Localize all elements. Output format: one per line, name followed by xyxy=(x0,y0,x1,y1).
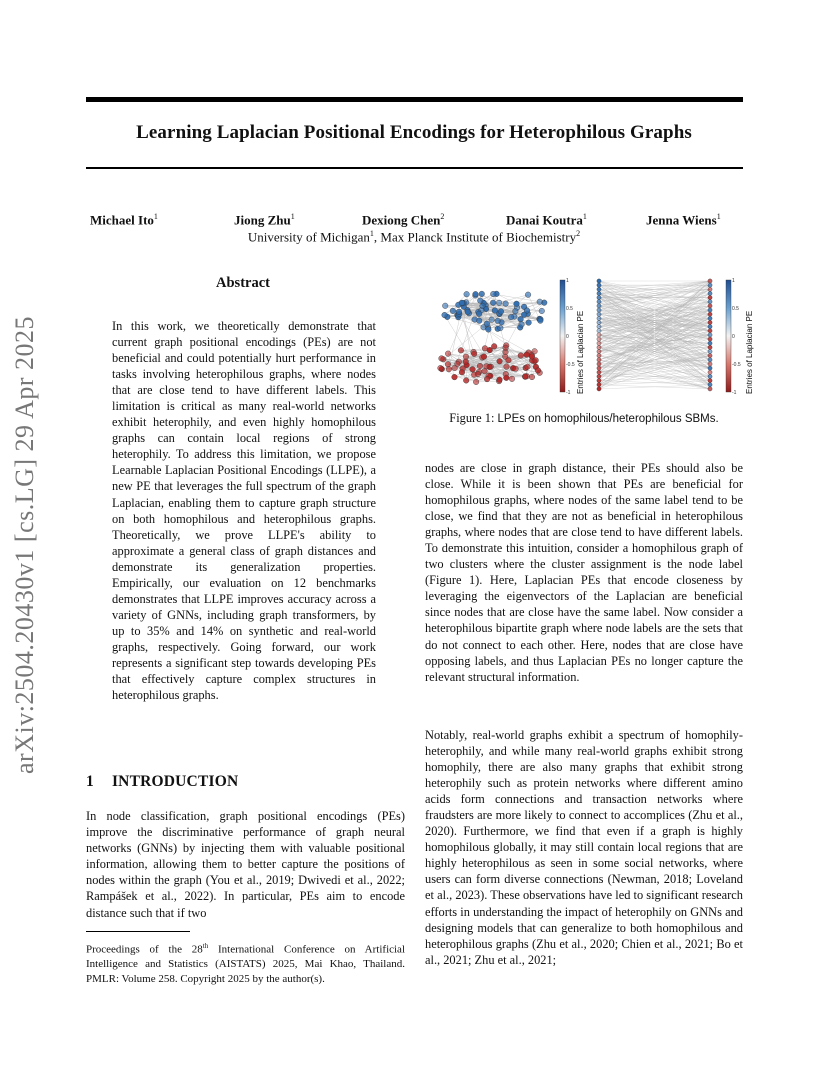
graph-node xyxy=(470,367,476,373)
figure-1 xyxy=(434,276,754,406)
graph-node xyxy=(523,374,529,380)
graph-node xyxy=(597,349,601,353)
graph-node xyxy=(597,312,601,316)
heterophilous-edges xyxy=(599,281,710,389)
graph-node xyxy=(532,348,538,354)
author: Jiong Zhu$^1$ xyxy=(234,212,295,228)
graph-node xyxy=(503,301,509,307)
title-top-rule xyxy=(86,97,743,102)
svg-text:0: 0 xyxy=(732,334,735,340)
graph-edge xyxy=(599,285,710,331)
graph-node xyxy=(708,345,712,349)
graph-edge xyxy=(466,380,499,381)
graph-node xyxy=(489,317,495,323)
graph-node xyxy=(538,318,544,324)
graph-node xyxy=(597,387,601,391)
intro-paragraph: In node classification, graph positional encodings (PEs) improve the discriminative performance of graph neural networks (GNNs) by injecting them with valuable positional information, allowing them to better capture the positions of nodes within the graph (You et al., 2019; Dwivedi et al., 2022; Rampášek et al., 2022). In particular, PEs aim to encode distance such that if two xyxy=(86,809,405,920)
right-paragraph-1: nodes are close in graph distance, their PEs should also be close. While it is been shown that PEs are beneficial for homophilous graphs, where nodes of the same label tend to be close, we find that they are not as beneficial in heterophilous graphs, where nodes that are close tend to have different labels. To demonstrate this intuition, consider a homophilous graph of two clusters where the cluster assignment is the node label (Figure 1). Here, Laplacian PEs that encode closeness by leveraging the eigenvectors of the Laplacian are beneficial since nodes that are close have the same label. Now consider a heterophilous bipartite graph where node labels are the sets that do not connect to each other. Here, nodes that are close have opposing labels, and thus Laplacian PEs no longer capture the relevant structural information. xyxy=(425,461,743,684)
footnote-rule xyxy=(86,931,190,932)
graph-node xyxy=(487,347,493,353)
graph-node xyxy=(463,359,469,365)
graph-node xyxy=(708,379,712,383)
graph-node xyxy=(708,312,712,316)
graph-node xyxy=(508,314,514,320)
graph-node xyxy=(475,371,481,377)
graph-node xyxy=(513,308,519,314)
graph-node xyxy=(473,379,479,385)
svg-text:0.5: 0.5 xyxy=(566,306,573,312)
graph-node xyxy=(480,303,486,309)
svg-text:0.5: 0.5 xyxy=(732,306,739,312)
paper-title: Learning Laplacian Positional Encodings for Heterophilous Graphs xyxy=(136,122,692,143)
section-heading: 1 INTRODUCTION xyxy=(86,773,239,790)
graph-edge xyxy=(599,360,710,389)
graph-node xyxy=(597,362,601,366)
graph-node xyxy=(708,374,712,378)
graph-node xyxy=(496,300,502,306)
affiliations: University of Michigan$^1$, Max Planck Institute of Biochemistry$^2$ xyxy=(247,229,581,245)
svg-text:-1: -1 xyxy=(566,390,571,396)
graph-node xyxy=(490,300,496,306)
title-bottom-rule xyxy=(86,167,743,169)
abstract-text: In this work, we theoretically demonstrate that current graph positional encodings (PEs) are not beneficial and could potentially hurt performance in tasks involving heterophilous graphs, where nodes that are close tend to have different labels. This limitation is critical as many real-world networks exhibit heterophily, and even highly homophilous graphs can contain local regions of strong heterophily. To address this limitation, we propose Learnable Laplacian Positional Encodings (LLPE), a new PE that leverages the full spectrum of the graph Laplacian, enabling them to capture graph structure on both homophilous and heterophilous graphs. Theoretically, we prove LLPE's ability to approximate a general class of graph distances and demonstrate its generalization properties. Empirically, our evaluation on 12 benchmarks demonstrates that LLPE improves accuracy across a variety of GNNs, including graph transformers, by up to 35% and 14% on synthetic and real-world graphs, respectively. Going forward, our work represents a significant step towards developing PEs that effectively capture complex structures in heterophilous graphs. xyxy=(112,319,376,703)
graph-node xyxy=(518,353,524,359)
graph-node xyxy=(519,322,525,328)
author: Jenna Wiens$^1$ xyxy=(646,212,721,228)
graph-node xyxy=(464,291,470,297)
graph-node xyxy=(452,374,458,380)
svg-text:-1: -1 xyxy=(732,390,737,396)
graph-node xyxy=(708,304,712,308)
graph-node xyxy=(708,329,712,333)
graph-edge xyxy=(599,302,710,335)
graph-node xyxy=(459,300,465,306)
graph-node xyxy=(497,377,503,383)
graph-node xyxy=(537,299,543,305)
graph-node xyxy=(524,352,530,358)
graph-node xyxy=(708,333,712,337)
graph-node xyxy=(526,320,532,326)
graph-node xyxy=(459,369,465,375)
graph-node xyxy=(708,370,712,374)
graph-node xyxy=(708,316,712,320)
graph-node xyxy=(514,301,520,307)
graph-node xyxy=(506,357,512,363)
graph-node xyxy=(708,366,712,370)
graph-node xyxy=(597,320,601,324)
graph-node xyxy=(509,376,515,382)
graph-node xyxy=(473,291,479,297)
colorbar-left-ticks xyxy=(566,278,575,396)
graph-node xyxy=(597,283,601,287)
graph-node xyxy=(477,363,483,369)
graph-node xyxy=(471,351,477,357)
graph-node xyxy=(597,300,601,304)
colorbar-right-label: Entries of Laplacian PE xyxy=(745,310,754,394)
graph-node xyxy=(481,354,487,360)
graph-node xyxy=(597,341,601,345)
graph-node xyxy=(442,303,448,309)
graph-node xyxy=(498,309,504,315)
graph-node xyxy=(708,296,712,300)
graph-node xyxy=(708,287,712,291)
graph-node xyxy=(708,283,712,287)
right-paragraph-2: Notably, real-world graphs exhibit a spectrum of homophily-heterophily, and while many real-world graphs exhibit strong homophily, there are also many graphs that exhibit strong heterophily such as protein networks where different amino acids form connections and transaction networks where fraudsters are more likely to connect to accomplices (Zhu et al., 2020). Furthermore, we find that even if a graph is highly homophilous globally, it may still contain local regions that are highly heterophilous as seen in some social networks, where users can form diverse connections (Newman, 2018; Loveland et al., 2023). These observations have led to significant research efforts in understanding the impact of heterophily on GNNs and designing models that can generalize to both homophilous and heterophilous graphs (Zhu et al., 2020; Chien et al., 2021; Bo et al., 2021; Zhu et al., 2021; xyxy=(425,728,743,967)
graph-node xyxy=(597,337,601,341)
colorbar-left xyxy=(560,280,565,392)
graph-node xyxy=(486,327,492,333)
author: Michael Ito$^1$ xyxy=(90,212,158,228)
graph-node xyxy=(708,291,712,295)
graph-node xyxy=(503,345,509,351)
graph-node xyxy=(597,374,601,378)
graph-node xyxy=(597,308,601,312)
graph-node xyxy=(446,366,452,372)
graph-node xyxy=(708,320,712,324)
graph-node xyxy=(495,318,501,324)
graph-node xyxy=(491,344,497,350)
graph-node xyxy=(597,366,601,370)
graph-node xyxy=(463,378,469,384)
graph-node xyxy=(498,325,504,331)
graph-node xyxy=(597,383,601,387)
graph-node xyxy=(529,374,535,380)
graph-node xyxy=(535,368,541,374)
graph-node xyxy=(597,354,601,358)
graph-edge xyxy=(599,376,710,380)
svg-text:-0.5: -0.5 xyxy=(732,362,741,368)
graph-node xyxy=(497,358,503,364)
graph-node xyxy=(482,368,488,374)
graph-node xyxy=(708,349,712,353)
colorbar-right xyxy=(726,280,731,392)
graph-node xyxy=(477,298,483,304)
graph-node xyxy=(708,358,712,362)
graph-node xyxy=(445,351,451,357)
graph-node xyxy=(597,345,601,349)
graph-node xyxy=(708,325,712,329)
graph-node xyxy=(504,364,510,370)
graph-node xyxy=(456,309,462,315)
graph-edge xyxy=(599,289,710,355)
figure-1-graphic xyxy=(434,276,754,406)
graph-node xyxy=(708,337,712,341)
graph-edge xyxy=(599,347,710,351)
graph-node xyxy=(477,318,483,324)
graph-node xyxy=(445,361,451,367)
graph-node xyxy=(465,309,471,315)
graph-node xyxy=(597,304,601,308)
graph-node xyxy=(484,376,490,382)
figure-1-caption: Figure 1: LPEs on homophilous/heterophilous SBMs. xyxy=(449,411,719,425)
graph-node xyxy=(504,375,510,381)
graph-node xyxy=(597,325,601,329)
graph-node xyxy=(484,321,490,327)
graph-node xyxy=(492,308,498,314)
svg-text:-0.5: -0.5 xyxy=(566,362,575,368)
colorbar-left-label: Entries of Laplacian PE xyxy=(576,310,585,394)
graph-node xyxy=(597,279,601,283)
abstract-heading: Abstract xyxy=(216,275,270,291)
graph-node xyxy=(533,357,539,363)
svg-text:0: 0 xyxy=(566,334,569,340)
graph-node xyxy=(439,356,445,362)
graph-node xyxy=(597,333,601,337)
graph-node xyxy=(597,370,601,374)
arxiv-stamp: arXiv:2504.20430v1 [cs.LG] 29 Apr 2025 xyxy=(10,315,39,774)
graph-node xyxy=(708,362,712,366)
colorbar-right-ticks xyxy=(732,278,741,396)
graph-edge xyxy=(599,335,710,343)
graph-node xyxy=(450,308,456,314)
graph-node xyxy=(525,292,531,298)
graph-node xyxy=(597,329,601,333)
graph-node xyxy=(708,383,712,387)
graph-node xyxy=(442,312,448,318)
graph-node xyxy=(597,379,601,383)
homophilous-nodes xyxy=(438,291,547,385)
graph-node xyxy=(708,387,712,391)
graph-node xyxy=(708,279,712,283)
graph-node xyxy=(490,291,496,297)
graph-node xyxy=(708,308,712,312)
graph-node xyxy=(539,308,545,314)
graph-node xyxy=(518,316,524,322)
graph-node xyxy=(708,300,712,304)
graph-node xyxy=(438,365,444,371)
graph-node xyxy=(708,341,712,345)
graph-node xyxy=(708,354,712,358)
author: Danai Koutra$^1$ xyxy=(506,212,587,228)
graph-node xyxy=(597,316,601,320)
graph-node xyxy=(525,364,531,370)
svg-text:1: 1 xyxy=(566,278,569,284)
author: Dexiong Chen$^2$ xyxy=(362,212,445,228)
graph-node xyxy=(513,366,519,372)
graph-node xyxy=(452,365,458,371)
graph-node xyxy=(458,348,464,354)
graph-node xyxy=(521,312,527,318)
graph-node xyxy=(479,291,485,297)
graph-node xyxy=(476,311,482,317)
graph-node xyxy=(597,291,601,295)
graph-node xyxy=(597,358,601,362)
graph-node xyxy=(597,296,601,300)
svg-text:1: 1 xyxy=(732,278,735,284)
footnote: Proceedings of the 28th International Conference on Artificial Intelligence and Statistics (AISTATS) 2025, Mai Khao, Thailand. PMLR: Volume 258. Copyright 2025 by the author(s). xyxy=(86,942,405,985)
graph-node xyxy=(597,287,601,291)
